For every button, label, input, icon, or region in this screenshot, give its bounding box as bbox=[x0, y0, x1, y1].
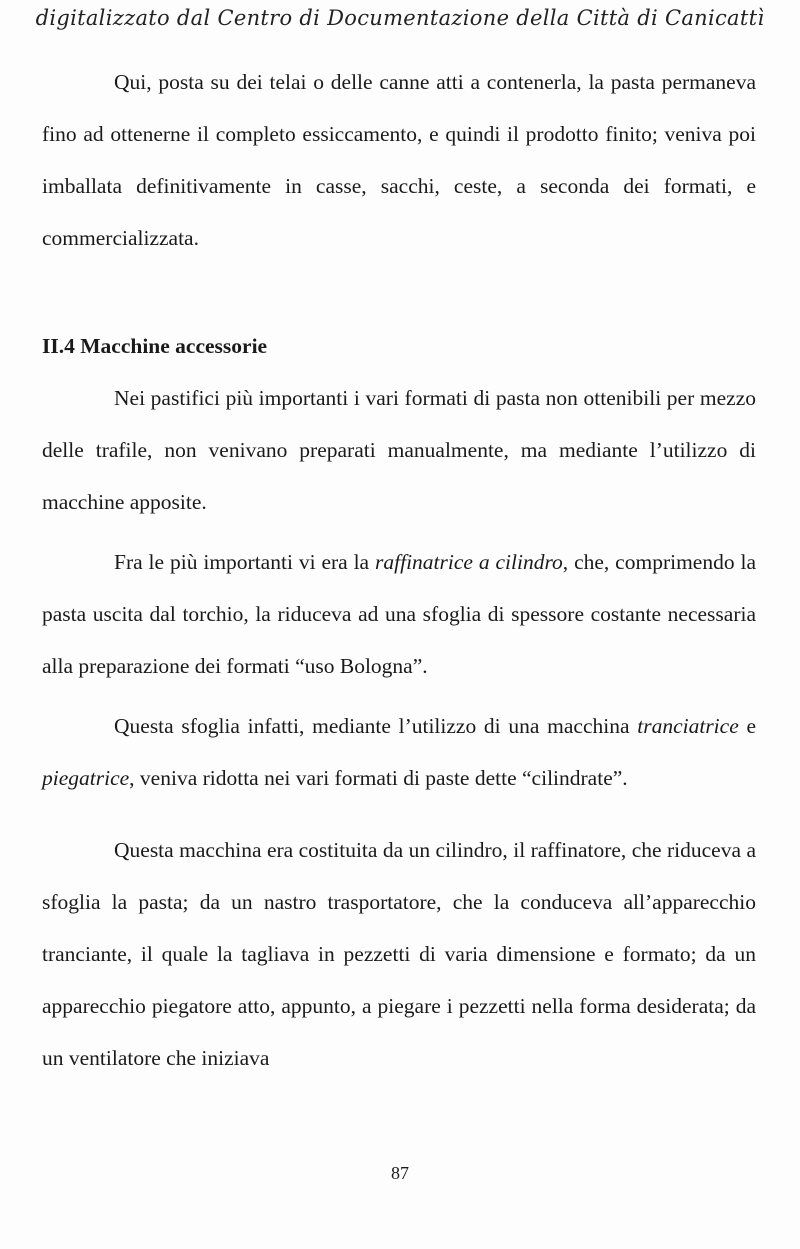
paragraph-raffinatrice bbox=[42, 536, 756, 692]
text-run: e bbox=[738, 714, 757, 738]
text-run: , veniva ridotta nei vari formati di paste dette “cilindrate”. bbox=[129, 766, 628, 790]
paragraph-accessory-machines: Nei pastifici più importanti i vari formati di pasta non ottenibili per mezzo delle trafile, non venivano preparati manualmente, ma mediante l’utilizzo di macchine apposite. bbox=[42, 386, 756, 514]
text-run: Questa sfoglia infatti, mediante l’utilizzo di una macchina bbox=[114, 714, 638, 738]
paragraph-machine-description: Questa macchina era costituita da un cilindro, il raffinatore, che riduceva a sfoglia la pasta; da un nastro trasportatore, che la conduceva all’apparecchio tranciante, il quale la tagliava in pezzetti di varia dimensione e formato; da un apparecchio piegatore atto, appunto, a piegare i pezzetti nella forma desiderata; da un ventilatore che iniziava bbox=[42, 838, 756, 1070]
text-run: , che, comprimendo la pasta uscita dal torchio, la riduceva ad una sfoglia di spessore costante necessaria alla preparazione dei formati “uso Bologna”. bbox=[42, 550, 757, 678]
paragraph-spacer bbox=[42, 528, 756, 536]
text-run: Fra le più importanti vi era la bbox=[114, 550, 376, 574]
page-number: 87 bbox=[391, 1163, 409, 1183]
page-body bbox=[42, 56, 756, 1084]
italic-term-piegatrice: piegatrice bbox=[42, 766, 130, 790]
italic-term-raffinatrice: raffinatrice a cilindro bbox=[375, 550, 563, 574]
paragraph-spacer bbox=[42, 804, 756, 824]
paragraph-spacer bbox=[42, 692, 756, 700]
digitization-watermark: digitalizzato dal Centro di Documentazione della Città di Canicattì bbox=[35, 6, 765, 30]
section-heading: II.4 Macchine accessorie bbox=[42, 334, 268, 358]
italic-term-tranciatrice: tranciatrice bbox=[637, 714, 739, 738]
paragraph-drying: Qui, posta su dei telai o delle canne atti a contenerla, la pasta permaneva fino ad ottenerne il completo essiccamento, e quindi il prodotto finito; veniva poi imballata definitivamente in casse, sacchi, ceste, a seconda dei formati, e commercializzata. bbox=[42, 70, 756, 250]
paragraph-sfoglia bbox=[42, 700, 756, 804]
